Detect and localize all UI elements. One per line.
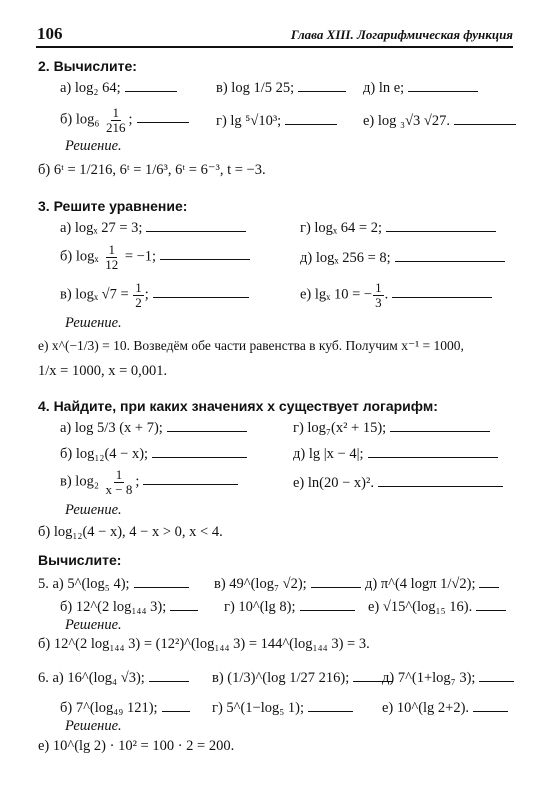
fraction: $\frac{1}{2}$ [135, 280, 142, 310]
task-4e: е) ln(20 − x)². [293, 475, 503, 492]
page-number: 106 [37, 24, 63, 43]
task-4g: г) log₇(x² + 15); [293, 420, 490, 437]
fraction: $\frac{1}{x - 8}$ [105, 467, 133, 497]
task-3-solution-line1: е) x^(−1/3) = 10. Возведём обе части равенства в куб. Получим x⁻¹ = 1000, [38, 338, 464, 353]
task-6e: е) 10^(lg 2+2). [382, 700, 508, 717]
fraction: $\frac{1}{12}$ [105, 242, 119, 272]
task-4a: а) log 5/3 (x + 7); [60, 420, 247, 437]
task-6-solution: е) 10^(lg 2) · 10² = 100 · 2 = 200. [38, 738, 235, 754]
task-2b: б) log₆ $\frac{1}{216}$ ; [60, 106, 189, 134]
task-3-solution-label: Решение. [65, 315, 122, 331]
task-4d: д) lg |x − 4|; [293, 446, 498, 463]
task-6-solution-label: Решение. [65, 718, 122, 734]
task-6d: д) 7^(1+log₇ 3); [382, 670, 514, 687]
task-4-solution: б) log₁₂(4 − x), 4 − x > 0, x < 4. [38, 524, 223, 540]
task-2-title: 2. Вычислите: [38, 58, 137, 74]
task-3b: б) logₓ $\frac{1}{12}$ = −1; [60, 243, 250, 271]
task-6g: г) 5^(1−log₅ 1); [212, 700, 353, 717]
fraction: $\frac{1}{216}$ [106, 105, 126, 135]
header-rule [36, 46, 513, 48]
task-5e: е) √15^(log₁₅ 16). [368, 599, 506, 616]
task-2d: д) ln e; [363, 80, 478, 97]
calc-title: Вычислите: [38, 552, 122, 568]
task-2e: е) log ₃√3 √27. [363, 113, 516, 130]
task-2g: г) lg ⁵√10³; [216, 113, 337, 130]
task-6a: 6. а) 16^(log₄ √3); [38, 670, 189, 687]
task-2v: в) log 1/5 25; [216, 80, 346, 97]
task-3a: а) logₓ 27 = 3; [60, 220, 246, 237]
task-3e: е) lgₓ 10 = − $\frac{1}{3}$ . [300, 281, 492, 309]
task-3-solution-line2: 1/x = 1000, x = 0,001. [38, 363, 168, 379]
task-5b: б) 12^(2 log₁₄₄ 3); [60, 599, 198, 616]
task-2a: а) log₂ 64; [60, 80, 177, 97]
fraction: $\frac{1}{3}$ [375, 280, 382, 310]
task-5v: в) 49^(log₇ √2); [214, 576, 361, 593]
task-3g: г) logₓ 64 = 2; [300, 220, 496, 237]
task-3-title: 3. Решите уравнение: [38, 198, 188, 214]
task-5d: д) π^(4 logπ 1/√2); [365, 576, 499, 593]
task-4v: в) log₂ $\frac{1}{x - 8}$ ; [60, 468, 238, 496]
task-3d: д) logₓ 256 = 8; [300, 250, 505, 267]
task-5-solution: б) 12^(2 log₁₄₄ 3) = (12²)^(log₁₄₄ 3) = 144^(log₁₄₄ 3) = 3. [38, 636, 370, 652]
task-5g: г) 10^(lg 8); [224, 599, 355, 616]
task-2-solution-label: Решение. [65, 138, 122, 154]
task-5a: 5. а) 5^(log₅ 4); [38, 576, 189, 593]
task-6b: б) 7^(log₄₉ 121); [60, 700, 190, 717]
task-4-title: 4. Найдите, при каких значениях x существует логарифм: [38, 398, 438, 414]
task-5-solution-label: Решение. [65, 617, 122, 633]
task-3v: в) logₓ √7 = $\frac{1}{2}$ ; [60, 281, 249, 309]
task-4b: б) log₁₂(4 − x); [60, 446, 247, 463]
task-4-solution-label: Решение. [65, 502, 122, 518]
task-2-solution: б) 6ᵗ = 1/216, 6ᵗ = 1/6³, 6ᵗ = 6⁻³, t = −3. [38, 162, 266, 178]
task-6v: в) (1/3)^(log 1/27 216); [212, 670, 393, 687]
chapter-title: Глава XIII. Логарифмическая функция [290, 27, 513, 42]
